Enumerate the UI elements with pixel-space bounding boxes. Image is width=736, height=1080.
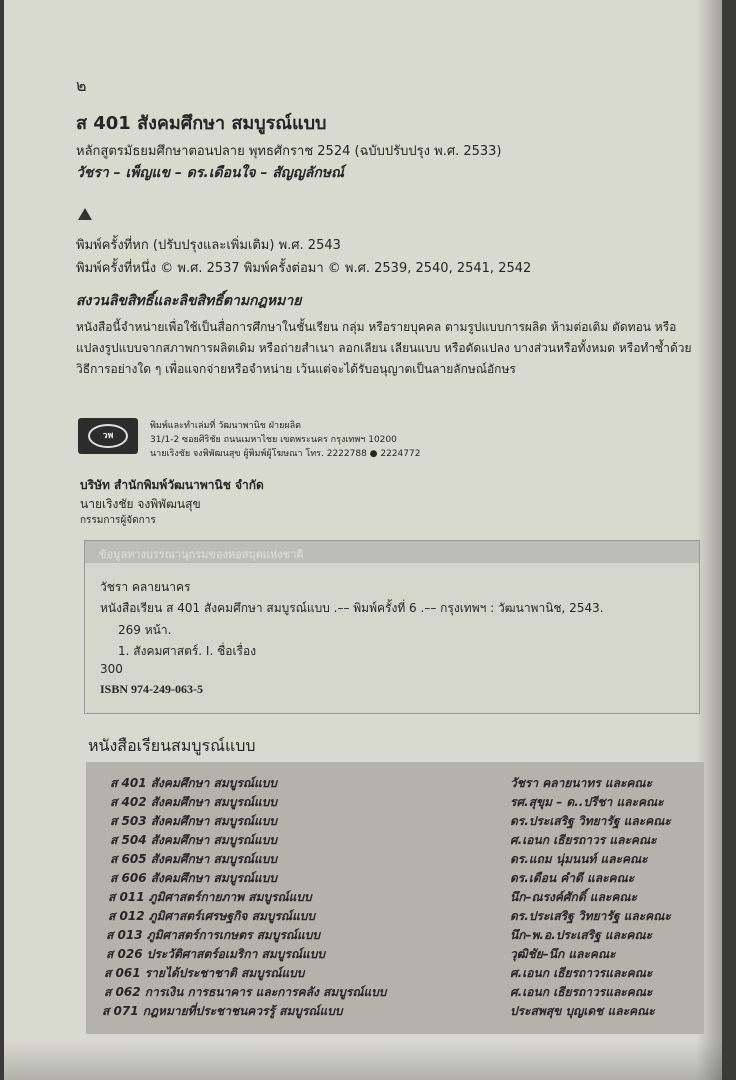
series-title: ส 026 ประวัติศาสตร์อเมริกา สมบูรณ์แบบ — [106, 947, 325, 961]
series-author: วัชรา คลายนาทร และคณะ — [510, 776, 653, 790]
series-title: ส 071 กฎหมายที่ประชาชนควรรู้ สมบูรณ์แบบ — [102, 1004, 343, 1018]
book-title: ส 401 สังคมศึกษา สมบูรณ์แบบ — [76, 113, 327, 134]
series-title: ส 012 ภูมิศาสตร์เศรษฐกิจ สมบูรณ์แบบ — [108, 909, 316, 923]
catalog-author: วัชรา คลายนาคร — [100, 580, 191, 594]
book-page — [4, 0, 722, 1080]
series-author: นึก–ณรงค์ศักดิ์ และคณะ — [510, 890, 637, 904]
series-author: วุฒิชัย–นึก และคณะ — [510, 947, 616, 961]
publisher-name: บริษัท สำนักพิมพ์วัฒนาพานิช จำกัด — [80, 478, 264, 492]
copyright-body: หนังสือนี้จำหน่ายเพื่อใช้เป็นสื่อการศึกษาในชั้นเรียน กลุ่ม หรือรายบุคคล ตามรูปแบบการผลิต ห้ามต่อเติม ตัดทอน หรือแปลงรูปแบบจากสภาพการผลิตเดิม หรือถ่ายสำเนา ลอกเลียน เลียนแบบ หรือดัดแปลง บางส่วนหรือทั้งหมด หรือทำซ้ำด้วยวิธีการอย่างใด ๆ เพื่อแจกจ่ายหรือจำหน่าย เว้นแต่จะได้รับอนุญาตเป็นลายลักษณ์อักษร — [76, 320, 692, 376]
printer-line-1: พิมพ์และทำเล่มที่ วัฒนาพานิช ฝ่ายผลิต — [150, 421, 301, 431]
series-title: ส 606 สังคมศึกษา สมบูรณ์แบบ — [110, 871, 277, 885]
catalog-subjects: 1. สังคมศาสตร์. I. ชื่อเรื่อง — [118, 644, 257, 658]
series-heading: หนังสือเรียนสมบูรณ์แบบ — [88, 736, 256, 755]
manager-role: กรรมการผู้จัดการ — [80, 515, 156, 526]
catalog-entry: หนังสือเรียน ส 401 สังคมศึกษา สมบูรณ์แบบ .–– พิมพ์ครั้งที่ 6 .–– กรุงเทพฯ : วัฒนาพานิช, 2543. — [100, 601, 604, 615]
printer-line-2: 31/1-2 ซอยศิริชัย ถนนเมหาไชย เขตพระนคร กรุงเทพฯ 10200 — [150, 435, 397, 445]
publisher-logo-text: วพ — [88, 424, 128, 448]
series-title: ส 504 สังคมศึกษา สมบูรณ์แบบ — [110, 833, 277, 847]
series-title: ส 061 รายได้ประชาชาติ สมบูรณ์แบบ — [104, 966, 305, 980]
printer-line-3: นายเริงชัย จงพิพัฒนสุข ผู้พิมพ์ผู้โฆษณา โทร. 2222788 ● 2224772 — [150, 449, 421, 459]
series-title: ส 503 สังคมศึกษา สมบูรณ์แบบ — [110, 814, 277, 828]
catalog-isbn: ISBN 974-249-063-5 — [100, 682, 204, 696]
series-author: นึก–พ.อ.ประเสริฐ และคณะ — [510, 928, 653, 942]
series-author: ดร.เดือน คำดี และคณะ — [510, 871, 635, 885]
catalog-header-bar — [85, 541, 699, 563]
page-bottom-shadow — [4, 1040, 722, 1080]
series-title: ส 605 สังคมศึกษา สมบูรณ์แบบ — [110, 852, 277, 866]
edition-line-2: พิมพ์ครั้งที่หนึ่ง © พ.ศ. 2537 พิมพ์ครั้งต่อมา © พ.ศ. 2539, 2540, 2541, 2542 — [76, 261, 532, 276]
series-title: ส 402 สังคมศึกษา สมบูรณ์แบบ — [110, 795, 277, 809]
catalog-classification: 300 — [100, 662, 123, 676]
series-title: ส 401 สังคมศึกษา สมบูรณ์แบบ — [110, 776, 277, 790]
series-author: ดร.ประเสริฐ วิทยารัฐ และคณะ — [510, 814, 671, 828]
series-author: ศ.เอนก เธียรถาวร และคณะ — [510, 833, 657, 847]
series-author: ดร.แถม นุ่มนนท์ และคณะ — [510, 852, 648, 866]
edition-line-1: พิมพ์ครั้งที่หก (ปรับปรุงและเพิ่มเติม) พ.ศ. 2543 — [76, 238, 341, 253]
page-number: ๒ — [76, 76, 87, 95]
manager-name: นายเริงชัย จงพิพัฒนสุข — [80, 497, 201, 511]
series-author: ประสพสุข บุญเดช และคณะ — [510, 1004, 655, 1018]
catalog-header: ข้อมูลทางบรรณานุกรมของหอสมุดแห่งชาติ — [99, 548, 304, 561]
series-author: รศ.สุขุม – ด..ปรีชา และคณะ — [510, 795, 664, 809]
series-author: ศ.เอนก เธียรถาวรและคณะ — [510, 966, 653, 980]
publisher-logo-icon — [78, 418, 138, 454]
series-title: ส 011 ภูมิศาสตร์กายภาพ สมบูรณ์แบบ — [108, 890, 312, 904]
curriculum-line: หลักสูตรมัธยมศึกษาตอนปลาย พุทธศักราช 2524 (ฉบับปรับปรุง พ.ศ. 2533) — [76, 144, 502, 159]
triangle-icon — [78, 208, 92, 220]
series-list — [86, 762, 704, 1034]
series-author: ดร.ประเสริฐ วิทยารัฐ และคณะ — [510, 909, 671, 923]
series-title: ส 013 ภูมิศาสตร์การเกษตร สมบูรณ์แบบ — [106, 928, 321, 942]
copyright-heading: สงวนลิขสิทธิ์และลิขสิทธิ์ตามกฎหมาย — [76, 293, 302, 309]
authors-line: วัชรา – เพ็ญแข – ดร.เดือนใจ – สัญญลักษณ์ — [76, 165, 345, 181]
series-author: ศ.เอนก เธียรถาวรและคณะ — [510, 985, 653, 999]
catalog-pages: 269 หน้า. — [118, 623, 172, 637]
series-title: ส 062 การเงิน การธนาคาร และการคลัง สมบูรณ์แบบ — [104, 985, 387, 999]
